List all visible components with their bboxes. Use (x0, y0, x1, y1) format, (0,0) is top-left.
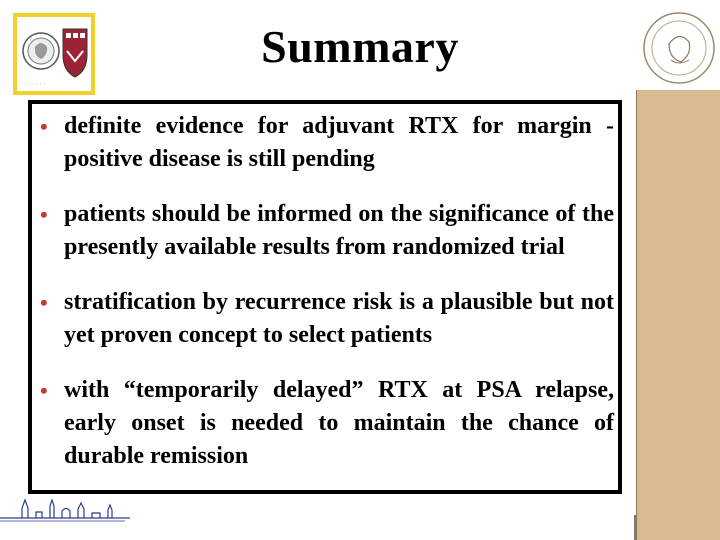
right-sidebar-band (637, 90, 720, 540)
bullet-list (32, 110, 622, 495)
page-title: Summary (261, 21, 459, 72)
bullet-item-3: • stratification by recurrence risk is a plausible but not yet proven concept to select patients (32, 286, 622, 352)
summary-box (28, 100, 622, 494)
bullet-item-4: • with “temporarily delayed” RTX at PSA relapse, early onset is needed to maintain the chance of durable remission (32, 374, 622, 473)
city-skyline-icon (0, 494, 140, 524)
bullet-item-2: • patients should be informed on the significance of the presently available results from randomized trial (32, 198, 622, 264)
bottom-divider (634, 515, 636, 540)
bullet-item-1: • definite evidence for adjuvant RTX for margin -positive disease is still pending (32, 110, 622, 176)
svg-text:· · · · · ·: · · · · · · (25, 81, 46, 87)
sidebar-divider (636, 90, 637, 540)
